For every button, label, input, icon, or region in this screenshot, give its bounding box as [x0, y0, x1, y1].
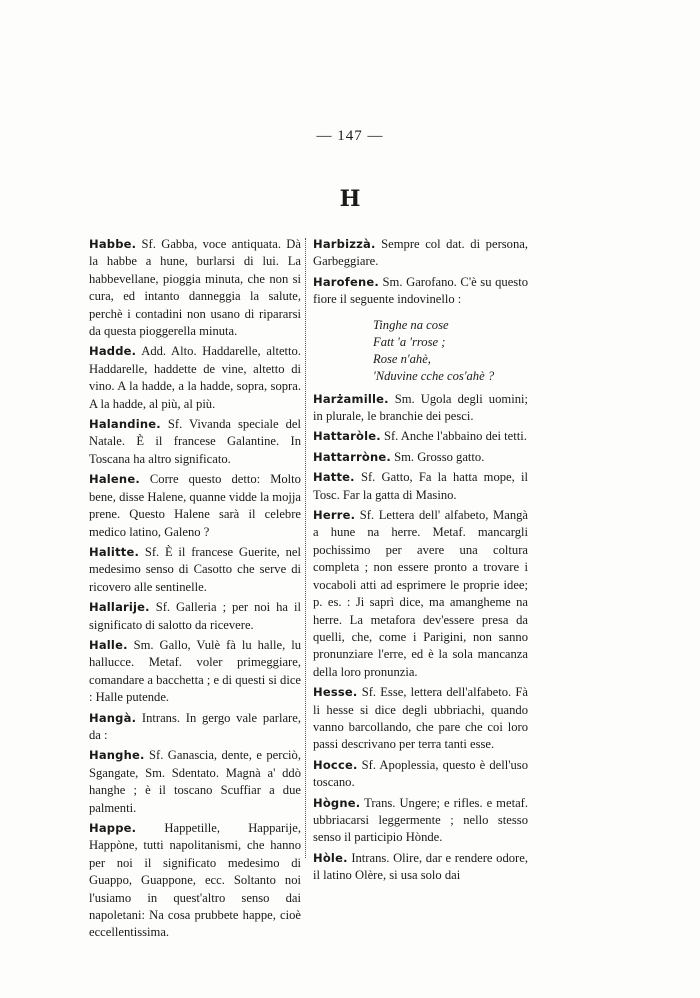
entry-headword: Hadde. [89, 344, 137, 359]
entry-definition: Happetille, Happarije, Happòne, tutti napolitanismi, che hanno per noi il significato medesimo di Guappo, Guappone, ecc. Soltanto noi l'usiamo in quest'altro senso dai napoletani: Na cosa prubbete happe, cioè eccellentissima. [89, 821, 301, 940]
entry-headword: Hallarije. [89, 600, 150, 615]
dictionary-entry [89, 343, 301, 413]
section-letter: H [339, 186, 361, 212]
entry-definition: Add. Alto. Haddarelle, altetto. Haddarelle, haddette de vine, altetto di vino. A la hadde, a la hadde, sopra, sopra. A la hadde, al più, al più. [89, 344, 301, 411]
dictionary-entry [313, 795, 528, 847]
dictionary-entry [313, 850, 528, 885]
dictionary-entry [89, 820, 301, 942]
entry-definition: Sf. Galleria ; per noi ha il significato di salotto da ricevere. [89, 600, 301, 632]
entry-headword: Halitte. [89, 544, 140, 559]
verse-block [373, 317, 528, 385]
entry-definition: Sf. Gabba, voce antiquata. Dà la habbe a hune, burlarsi di lui. La habbevellane, pioggia minuta, che non si cura, ed intanto danneggia la salute, perchè i contadini non usano di ripararsi da questa pioggerella minuta. [89, 237, 301, 339]
entry-headword: Herre. [313, 508, 356, 523]
entry-headword: Happe. [89, 821, 137, 835]
dictionary-entry [89, 471, 301, 541]
dictionary-entry [89, 236, 301, 340]
entry-definition: Sf. Lettera dell' alfabeto, Mangà a hune na herre. Metaf. mancargli pochissimo per avere una coltura completa ; non essere pronto a trovare i vocaboli atti ad esprimere le proprie idee; p. es. : Ji saprì dice, ma amangheme na herre. La metafora dev'essere presa da quelli, che, come i Parigini, non sanno pronunziare l'erre, ed è la sola mancanza della loro pronunzia. [313, 508, 528, 679]
entry-headword: Hattarròne. [313, 449, 391, 464]
entry-definition: Intrans. Olire, dar e rendere odore, il latino Olère, si usa solo dai [313, 850, 528, 883]
left-column [89, 236, 301, 945]
entry-headword: Hòle. [313, 850, 348, 865]
dictionary-entry [89, 710, 301, 745]
entry-definition: Sempre col dat. di persona, Garbeggiare. [313, 237, 528, 269]
entry-definition: Sm. Gallo, Vulè fà lu halle, lu hallucce. Metaf. voler primeggiare, comandare a bacchetta ; e di questi si dice : Halle putende. [89, 637, 301, 705]
entry-definition: Sf. Anche l'abbaino dei tetti. [383, 429, 527, 444]
entry-headword: Hocce. [313, 757, 358, 772]
entry-headword: Halandine. [89, 417, 161, 432]
entry-headword: Hanghe. [89, 748, 145, 763]
entry-headword: Hangà. [89, 710, 137, 725]
entry-headword: Harbizzà. [313, 237, 376, 251]
entry-headword: Halle. [89, 637, 128, 652]
dictionary-entry [89, 637, 301, 707]
dictionary-entry [313, 236, 528, 271]
dictionary-entry [89, 599, 301, 634]
verse-line: Fatt 'a 'rrose ; [373, 334, 446, 349]
entry-definition: Intrans. In gergo vale parlare, da : [89, 710, 301, 742]
entry-headword: Hatte. [313, 470, 355, 485]
dictionary-entry [313, 428, 528, 445]
dictionary-entry [313, 391, 528, 426]
dictionary-entry [313, 507, 528, 681]
entry-definition: Sm. Garofano. C'è su questo fiore il seguente indovinello : [313, 274, 528, 307]
verse-line: Tinghe na cose [373, 317, 449, 332]
dictionary-entry [89, 747, 301, 817]
page-number: — 147 — [316, 128, 384, 144]
dictionary-entry [89, 544, 301, 596]
entry-definition: Sf. Vivanda speciale del Natale. È il francese Galantine. In Toscana ha altro significato. [89, 417, 301, 466]
entry-definition: Sf. Gatto, Fa la hatta mope, il Tosc. Far la gatta di Masino. [313, 470, 528, 502]
right-column [313, 236, 528, 888]
entry-headword: Harofene. [313, 274, 379, 289]
verse-line: Rose n'ahè, [373, 351, 431, 366]
entry-definition: Corre questo detto: Molto bene, disse Halene, quanne vidde la mojja prene. Questo Halene sarà il celebre medico latino, Galeno ? [89, 472, 301, 539]
entry-definition: Sf. Apoplessia, questo è dell'uso toscano. [313, 757, 528, 790]
entry-headword: Habbe. [89, 237, 137, 251]
dictionary-entry [313, 757, 528, 792]
entry-headword: Hesse. [313, 685, 358, 700]
dictionary-entry [313, 274, 528, 309]
entry-definition: Sf. Esse, lettera dell'alfabeto. Fà li hesse si dice degli ubbriachi, quando vanno barcollando, che pare che coi loro passi descrivano per terra tanti esse. [313, 685, 528, 752]
entry-definition: Trans. Ungere; e rifles. e metaf. ubbriacarsi leggermente ; nello stesso senso il participio Hònde. [313, 795, 528, 845]
entry-definition: Sf. È il francese Guerite, nel medesimo senso di Casotto che serve di ricovero alle sentinelle. [89, 544, 301, 594]
column-divider [305, 238, 310, 858]
entry-definition: Sm. Grosso gatto. [394, 449, 485, 464]
dictionary-entry [89, 416, 301, 468]
entry-definition: Sf. Ganascia, dente, e perciò, Sgangate, Sm. Sdentato. Magnà a' ddò hanghe ; è il toscano Scuffiar a due palmenti. [89, 748, 301, 815]
entry-headword: Halene. [89, 472, 140, 487]
entry-definition: Sm. Ugola degli uomini; in plurale, le branchie dei pesci. [313, 391, 528, 424]
entry-headword: Hògne. [313, 795, 361, 810]
dictionary-entry [313, 469, 528, 504]
verse-line: 'Nduvine cche cos'ahè ? [373, 368, 495, 383]
dictionary-entry [313, 684, 528, 754]
entry-headword: Harżamille. [313, 391, 389, 406]
dictionary-entry [313, 449, 528, 466]
entry-headword: Hattaròle. [313, 429, 381, 444]
